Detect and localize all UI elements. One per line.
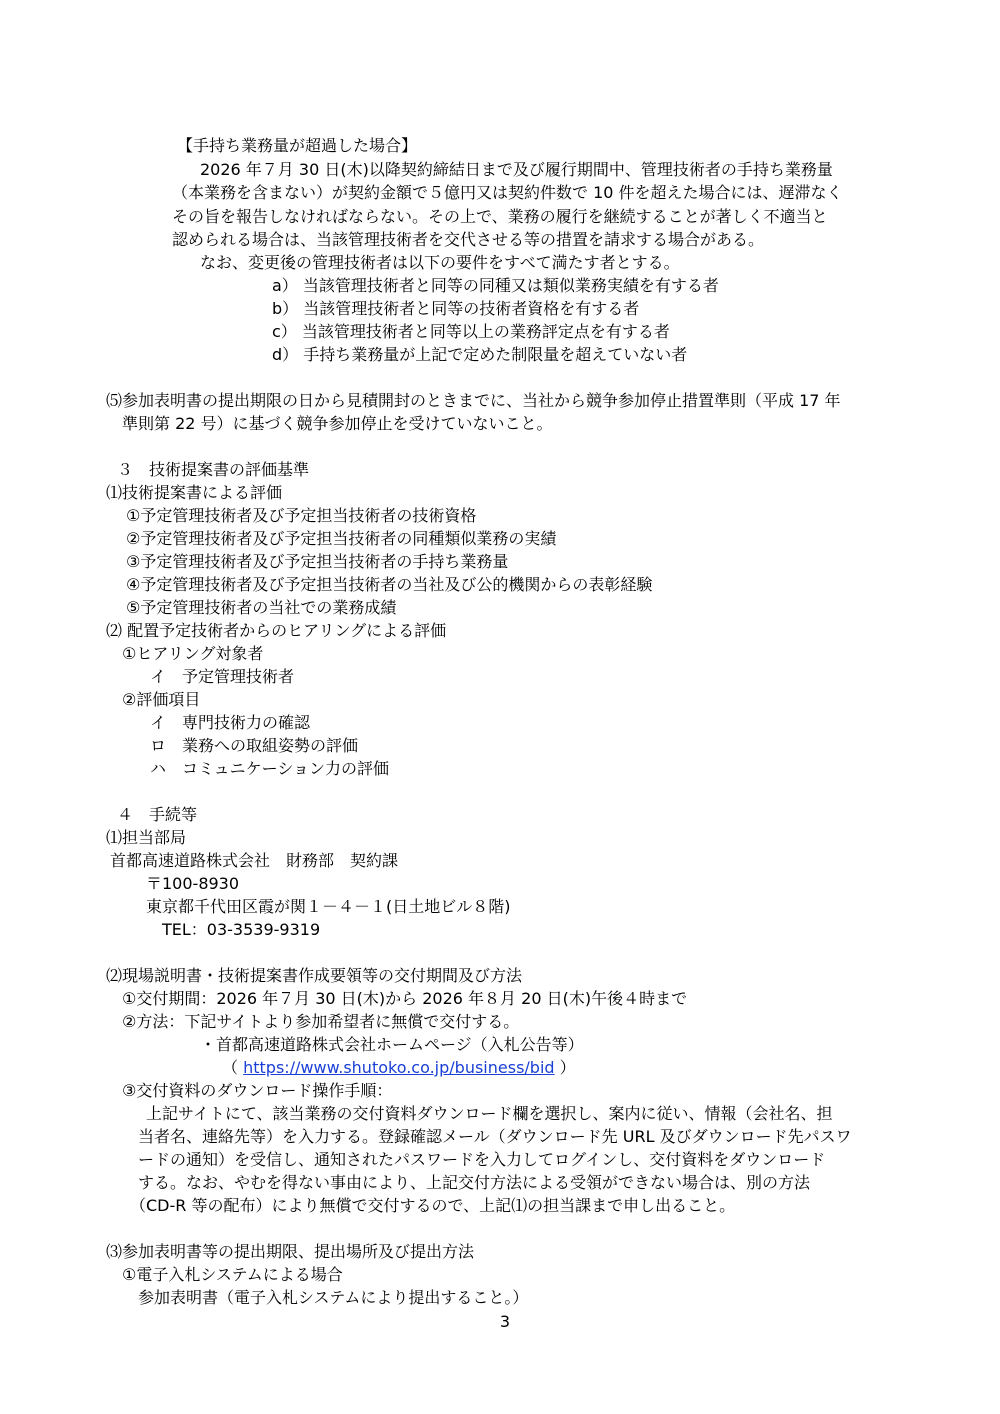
item5-line: 準則第 22 号）に基づく競争参加停止を受けていないこと。 — [122, 414, 553, 433]
requirement-item: d） 手持ち業務量が上記で定めた制限量を超えていない者 — [272, 345, 688, 364]
page-number: 3 — [499, 1312, 511, 1331]
excess-paragraph-line: （本業務を含まない）が契約金額で５億円又は契約件数で 10 件を超えた場合には、遅滞なく — [172, 183, 843, 202]
url-paren-close: ） — [554, 1058, 576, 1077]
download-procedure-line: 上記サイトにて、該当業務の交付資料ダウンロード欄を選択し、案内に従い、情報（会社名、担 — [146, 1104, 833, 1123]
excess-paragraph-line: 2026 年７月 30 日(木)以降契約締結日まで及び履行期間中、管理技術者の手持ち業務量 — [200, 160, 833, 179]
telephone: TEL：03-3539-9319 — [162, 920, 321, 939]
delivery-method: ②方法：下記サイトより参加希望者に無償で交付する。 — [122, 1012, 520, 1031]
section3-sub2: ⑵ 配置予定技術者からのヒアリングによる評価 — [106, 621, 447, 640]
evaluation-criterion: ②予定管理技術者及び予定担当技術者の同種類似業務の実績 — [126, 529, 557, 548]
download-procedure-line: ードの通知）を受信し、通知されたパスワードを入力してログインし、交付資料をダウンロード — [138, 1150, 826, 1169]
hearing-target-item: イ 予定管理技術者 — [150, 667, 295, 686]
url-paren-open: （ — [222, 1058, 244, 1077]
excess-paragraph-line: その旨を報告しなければならない。その上で、業務の履行を継続することが著しく不適当と — [172, 207, 828, 226]
requirement-item: b） 当該管理技術者と同等の技術者資格を有する者 — [272, 299, 640, 318]
eval-item: イ 専門技術力の確認 — [150, 713, 311, 732]
requirement-item: a） 当該管理技術者と同等の同種又は類似業務実績を有する者 — [272, 276, 719, 295]
section3-title: ３ 技術提案書の評価基準 — [117, 460, 310, 479]
address: 東京都千代田区霞が関１－４－１(日土地ビル８階) — [146, 897, 511, 916]
download-procedure-label: ③交付資料のダウンロード操作手順： — [122, 1081, 393, 1100]
excess-paragraph-line: 認められる場合は、当該管理技術者を交代させる等の措置を請求する場合がある。 — [172, 230, 765, 249]
department-name: 首都高速道路株式会社 財務部 契約課 — [110, 851, 399, 870]
delivery-period: ①交付期間：2026 年７月 30 日(木)から 2026 年８月 20 日(木)午後４時まで — [122, 989, 688, 1008]
section4-sub2: ⑵現場説明書・技術提案書作成要領等の交付期間及び方法 — [106, 966, 523, 985]
excess-heading: 【手持ち業務量が超過した場合】 — [177, 136, 418, 155]
electronic-bidding-label: ①電子入札システムによる場合 — [122, 1265, 343, 1284]
eval-item: ハ コミュニケーション力の評価 — [150, 759, 390, 778]
evaluation-criterion: ①予定管理技術者及び予定担当技術者の技術資格 — [126, 506, 477, 525]
item5-line: ⑸参加表明書の提出期限の日から見積開封のときまでに、当社から競争参加停止措置準則（平成 17 年 — [106, 391, 841, 410]
electronic-bidding-doc: 参加表明書（電子入札システムにより提出すること。） — [138, 1288, 529, 1307]
postal-code: 〒100-8930 — [146, 874, 240, 893]
requirement-item: c） 当該管理技術者と同等以上の業務評定点を有する者 — [272, 322, 670, 341]
section4-sub1: ⑴担当部局 — [106, 828, 187, 847]
eval-items-label: ②評価項目 — [122, 690, 201, 709]
evaluation-criterion: ④予定管理技術者及び予定担当技術者の当社及び公的機関からの表彰経験 — [126, 575, 653, 594]
section4-title: ４ 手続等 — [117, 805, 198, 824]
download-procedure-line: 当者名、連絡先等）を入力する。登録確認メール（ダウンロード先 URL 及びダウンロード先パスワ — [138, 1127, 852, 1146]
download-procedure-line: （CD-R 等の配布）により無償で交付するので、上記⑴の担当課まで申し出ること。 — [130, 1196, 736, 1215]
excess-note: なお、変更後の管理技術者は以下の要件をすべて満たす者とする。 — [200, 253, 680, 272]
section3-sub1: ⑴技術提案書による評価 — [106, 483, 283, 502]
section4-sub3: ⑶参加表明書等の提出期限、提出場所及び提出方法 — [106, 1242, 475, 1261]
hearing-target-label: ①ヒアリング対象者 — [122, 644, 264, 663]
website-name: ・首都高速道路株式会社ホームページ（入札公告等） — [200, 1035, 584, 1054]
evaluation-criterion: ⑤予定管理技術者の当社での業務成績 — [126, 598, 397, 617]
eval-item: ロ 業務への取組姿勢の評価 — [150, 736, 359, 755]
download-procedure-line: する。なお、やむを得ない事由により、上記交付方法による受領ができない場合は、別の方法 — [138, 1173, 811, 1192]
website-link[interactable]: https://www.shutoko.co.jp/business/bid — [243, 1058, 555, 1077]
evaluation-criterion: ③予定管理技術者及び予定担当技術者の手持ち業務量 — [126, 552, 509, 571]
website-url-line — [222, 1057, 576, 1079]
